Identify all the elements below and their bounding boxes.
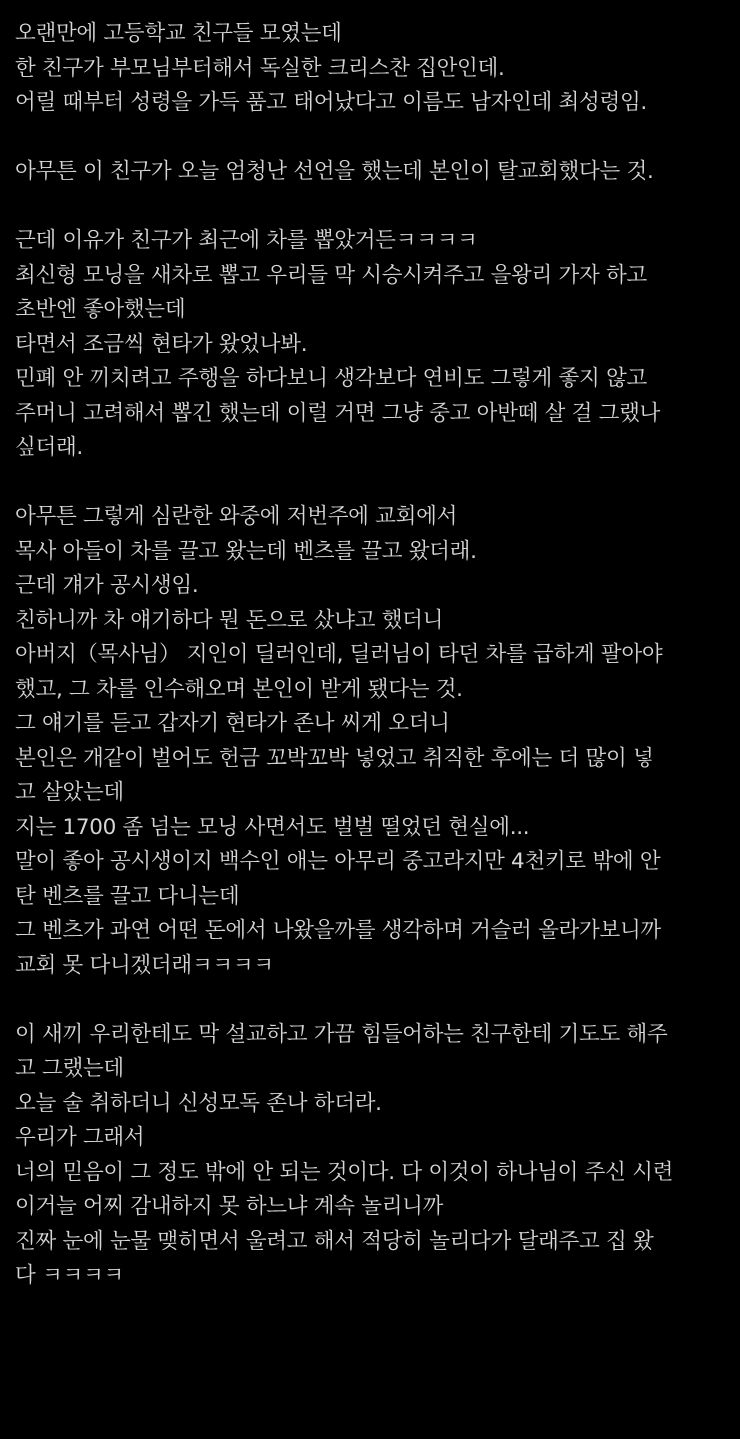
- text-line: 그 얘기를 듣고 갑자기 현타가 존나 씨게 오더니: [15, 711, 450, 736]
- text-line: 최신형 모닝을 새차로 뽑고 우리들 막 시승시켜주고 을왕리 가자 하고: [15, 262, 647, 288]
- paragraph-4: [15, 500, 727, 983]
- text-line: 말이 좋아 공시생이지 백수인 애는 아무리 중고라지만 4천키로 밖에 안: [15, 849, 661, 874]
- paragraph-5: [15, 1018, 727, 1294]
- text-line: 고 그랬는데: [15, 1056, 124, 1081]
- text-line: 그 벤츠가 과연 어떤 돈에서 나왔을까를 생각하며 거슬러 올라가보니까: [15, 918, 661, 943]
- text-line: 진짜 눈에 눈물 맺히면서 울려고 해서 적당히 놀리다가 달래주고 집 왔: [15, 1228, 654, 1254]
- text-line: 민폐 안 끼치려고 주행을 하다보니 생각보다 연비도 그렇게 좋지 않고: [15, 366, 647, 391]
- paragraph-1: [15, 17, 727, 121]
- text-line: 우리가 그래서: [15, 1125, 145, 1150]
- text-line: 교회 못 다니겠더래ㅋㅋㅋㅋ: [15, 952, 274, 978]
- text-line: 싶더래.: [15, 435, 83, 460]
- text-line: 탄 벤츠를 끌고 다니는데: [15, 883, 240, 909]
- post-body: [15, 17, 727, 1328]
- text-line: 고 살았는데: [15, 780, 124, 805]
- text-line: 주머니 고려해서 뽑긴 했는데 이럴 거면 그냥 중고 아반떼 살 걸 그랬나: [15, 400, 661, 426]
- text-line: 친하니까 차 얘기하다 뭔 돈으로 샀냐고 했더니: [15, 607, 444, 633]
- text-line: 너의 믿음이 그 정도 밖에 안 되는 것이다. 다 이것이 하나님이 주신 시련: [15, 1159, 674, 1185]
- paragraph-3: [15, 224, 727, 466]
- paragraph-2: [15, 155, 727, 190]
- text-line: 초반엔 좋아했는데: [15, 297, 186, 322]
- text-line: 근데 이유가 친구가 최근에 차를 뽑았거든ㅋㅋㅋㅋ: [15, 228, 478, 253]
- text-line: 오랜만에 고등학교 친구들 모였는데: [15, 21, 342, 46]
- text-line: 어릴 때부터 성령을 가득 품고 태어났다고 이름도 남자인데 최성령임.: [15, 90, 647, 115]
- text-line: 지는 1700 좀 넘는 모닝 사면서도 벌벌 떨었던 현실에...: [15, 814, 530, 840]
- text-line: 본인은 개같이 벌어도 헌금 꼬박꼬박 넣었고 취직한 후에는 더 많이 넣: [15, 745, 654, 771]
- text-line: 이 새끼 우리한테도 막 설교하고 가끔 힘들어하는 친구한테 기도도 해주: [15, 1021, 668, 1047]
- text-line: 이거늘 어찌 감내하지 못 하느냐 계속 놀리니까: [15, 1194, 444, 1219]
- text-line: 오늘 술 취하더니 신성모독 존나 하더라.: [15, 1090, 382, 1116]
- text-line: 다 ㅋㅋㅋㅋ: [15, 1263, 124, 1288]
- text-line: 한 친구가 부모님부터해서 독실한 크리스찬 집안인데.: [15, 55, 505, 81]
- text-line: 목사 아들이 차를 끌고 왔는데 벤츠를 끌고 왔더래.: [15, 538, 477, 564]
- text-line: 타면서 조금씩 현타가 왔었나봐.: [15, 331, 308, 357]
- text-line: 근데 걔가 공시생임.: [15, 573, 199, 598]
- text-line: 아무튼 그렇게 심란한 와중에 저번주에 교회에서: [15, 504, 458, 529]
- text-line: 했고, 그 차를 인수해오며 본인이 받게 됐다는 것.: [15, 676, 463, 702]
- text-line: 아무튼 이 친구가 오늘 엄청난 선언을 했는데 본인이 탈교회했다는 것.: [15, 159, 654, 184]
- text-line: 아버지（목사님） 지인이 딜러인데, 딜러님이 타던 차를 급하게 팔아야: [15, 642, 663, 667]
